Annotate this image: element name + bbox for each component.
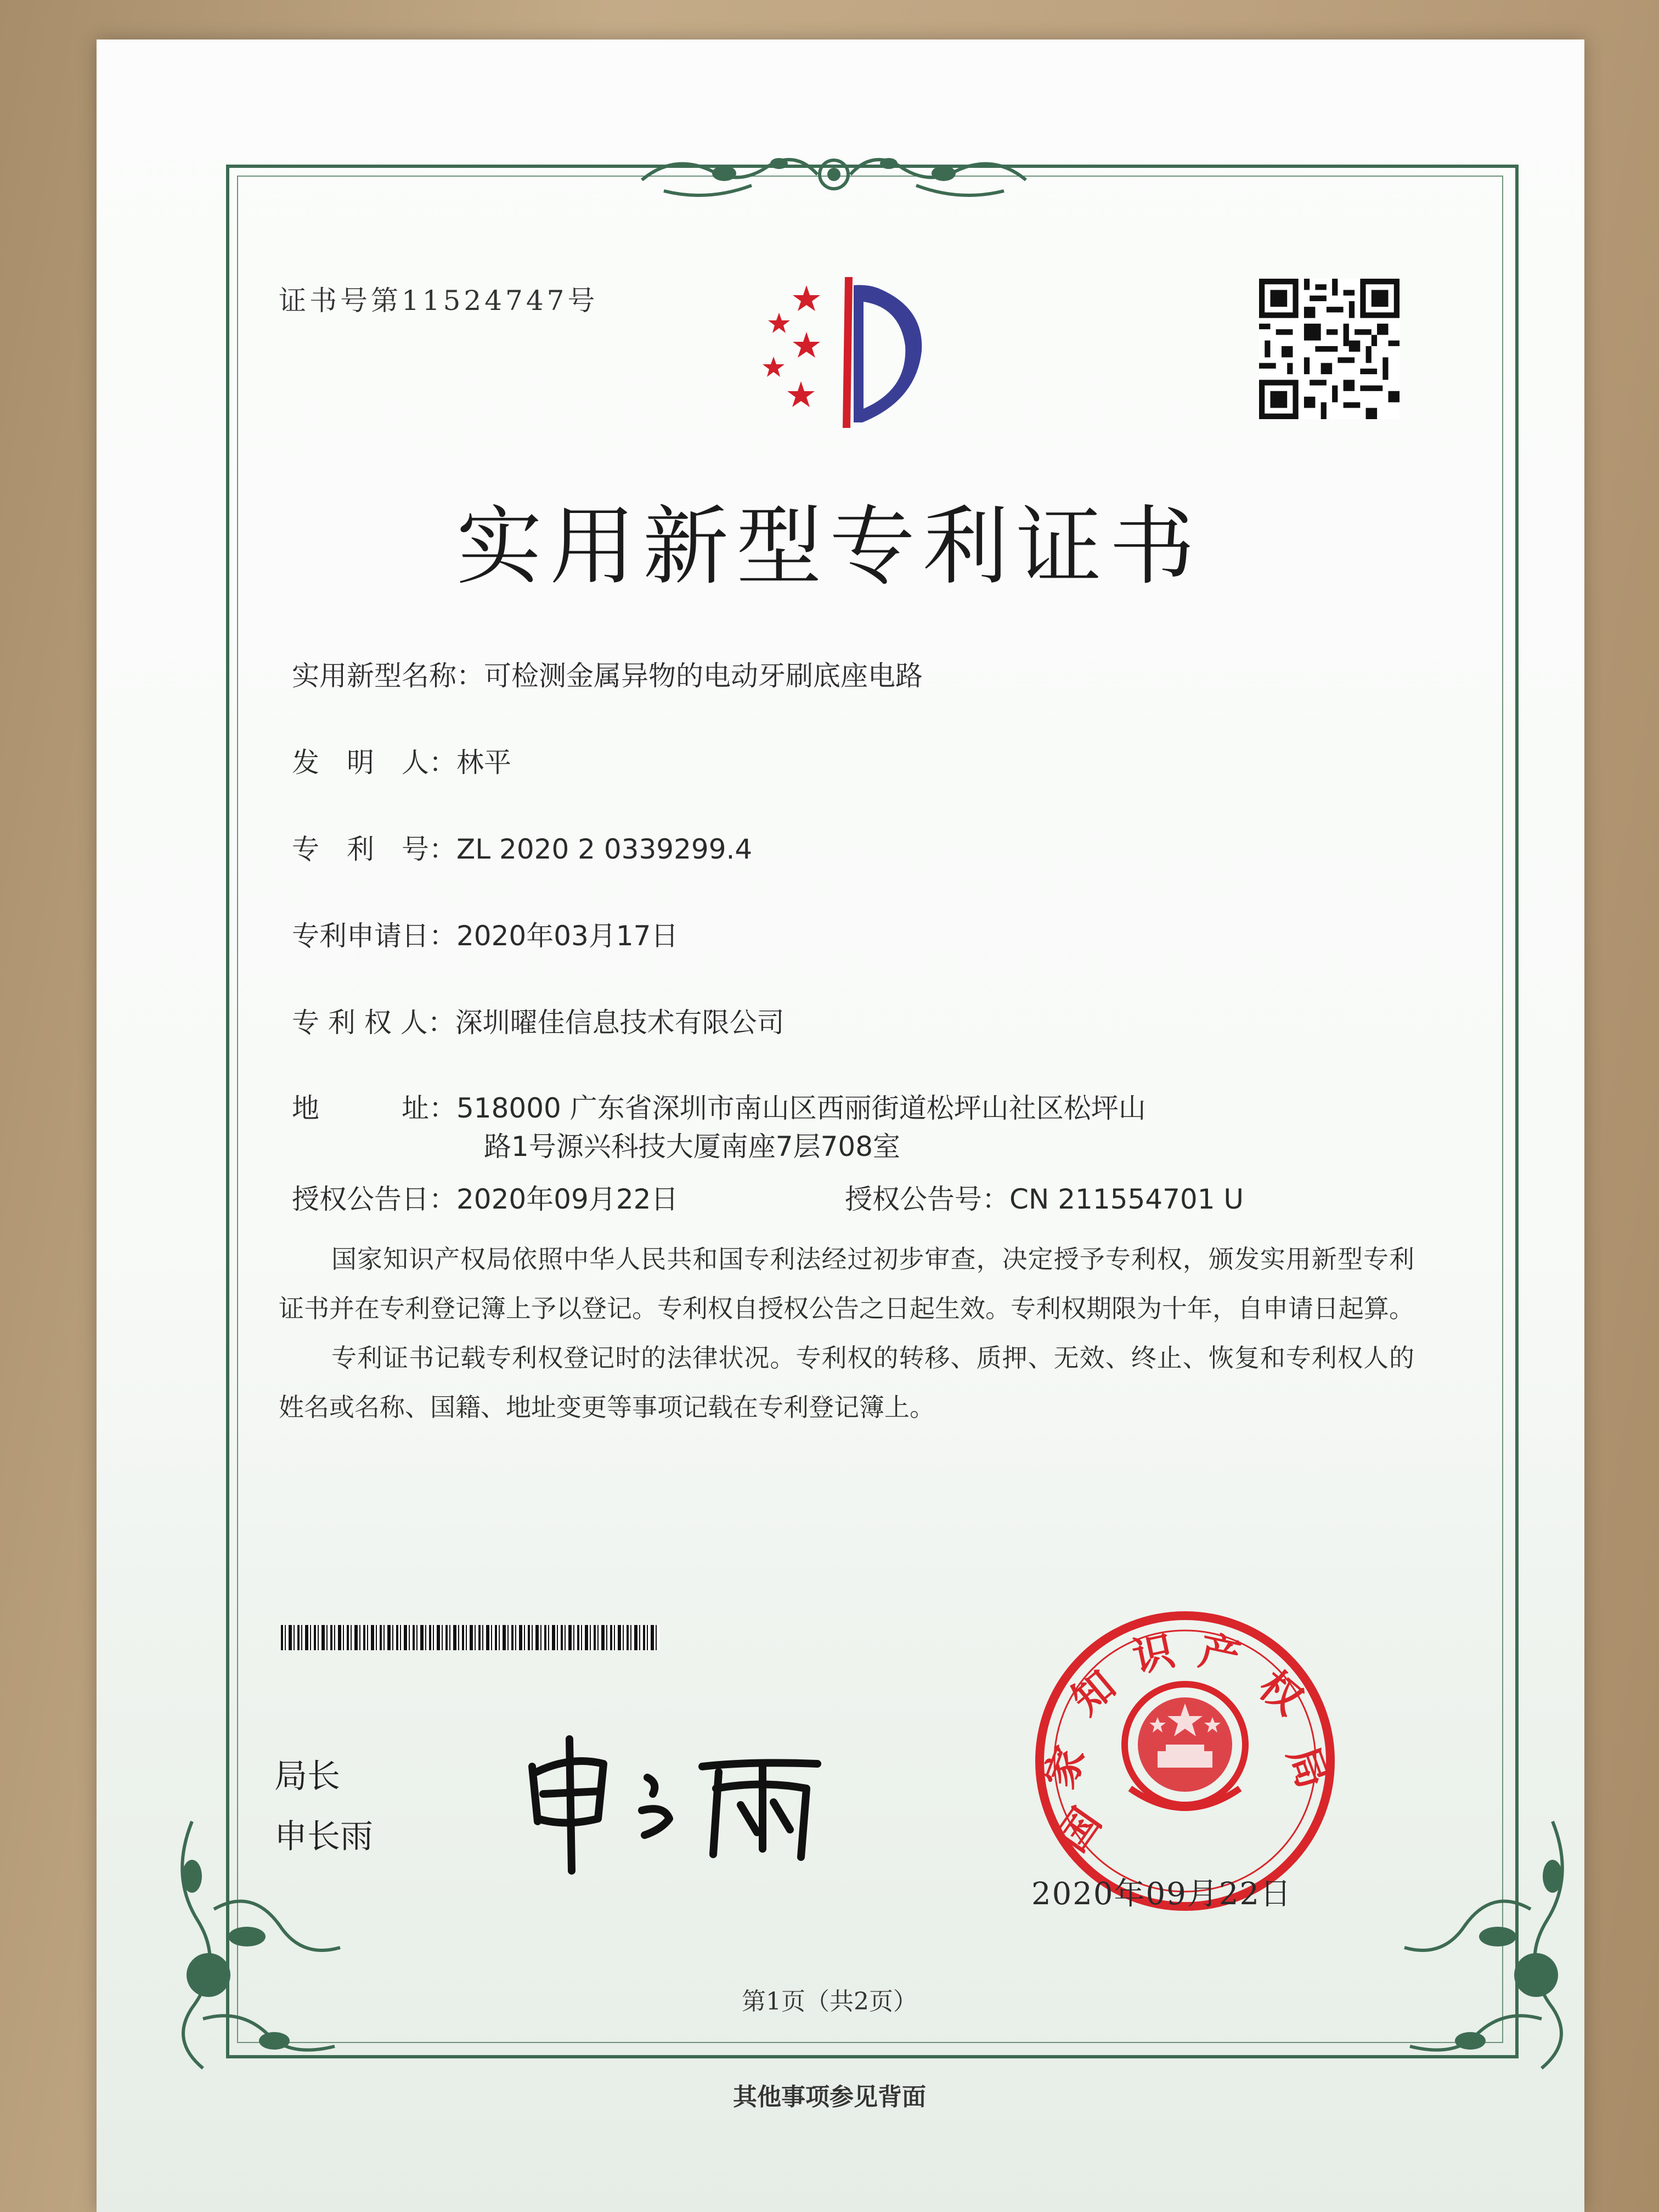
page-number: 第1页（共2页） (742, 1988, 917, 2016)
director-name: 申长雨 (274, 1818, 373, 1856)
patent-office-logo-icon (735, 263, 955, 439)
svg-text:识: 识 (1128, 1627, 1178, 1682)
filing-date-label: 专利申请日： (292, 920, 456, 952)
patent-number-row (292, 827, 752, 867)
filing-date-value: 2020年03月17日 (456, 920, 679, 952)
body-paragraph-1: 国家知识产权局依照中华人民共和国专利法经过初步审查，决定授予专利权，颁发实用新型专利证书并在专利登记簿上予以登记。专利权自授权公告之日起生效。专利权期限为十年，自申请日起算。 (279, 1244, 1414, 1323)
grant-number-value: CN 211554701 U (1009, 1183, 1244, 1215)
certificate-number: 证书号第11524747号 (279, 285, 599, 317)
top-ornament (631, 142, 1037, 207)
director-title: 局长 (274, 1757, 340, 1796)
seal-date: 2020年09月22日 (1031, 1876, 1293, 1912)
patent-number-value: ZL 2020 2 0339299.4 (456, 833, 753, 865)
address-row (292, 1086, 1146, 1126)
patent-number-label: 专 利 号： (292, 833, 456, 865)
patentee-label: 专 利 权 人： (292, 1007, 455, 1039)
qr-code-icon (1259, 279, 1400, 419)
svg-text:家: 家 (1036, 1740, 1094, 1795)
utility-model-name-row (292, 654, 923, 693)
certificate-body (279, 1234, 1414, 1432)
handwritten-signature (521, 1717, 861, 1882)
grant-date-label: 授权公告日： (292, 1183, 456, 1215)
official-seal-icon (1031, 1607, 1339, 1915)
grant-date-value: 2020年09月22日 (456, 1183, 679, 1215)
patentee-value: 深圳曜佳信息技术有限公司 (455, 1007, 785, 1039)
grant-number-row (845, 1177, 1244, 1217)
body-paragraph-2: 专利证书记载专利权登记时的法律状况。专利权的转移、质押、无效、终止、恢复和专利权人的姓名或名称、国籍、地址变更等事项记载在专利登记簿上。 (279, 1343, 1414, 1422)
grant-number-label: 授权公告号： (845, 1183, 1009, 1215)
barcode (281, 1625, 659, 1650)
filing-date-row (292, 914, 679, 953)
address-label: 地 址： (292, 1092, 456, 1124)
corner-ornament-right (1388, 1810, 1585, 2085)
patentee-row (292, 1001, 785, 1040)
utility-model-name-label: 实用新型名称： (292, 660, 484, 692)
svg-text:权: 权 (1250, 1662, 1312, 1724)
inventor-label: 发 明 人： (292, 747, 456, 778)
certificate-title: 实用新型专利证书 (456, 496, 1203, 596)
svg-text:产: 产 (1195, 1627, 1245, 1682)
svg-text:知: 知 (1063, 1662, 1125, 1724)
svg-text:国: 国 (1048, 1799, 1110, 1860)
inventor-row (292, 741, 511, 780)
grant-date-row (292, 1177, 679, 1217)
back-side-note: 其他事项参见背面 (733, 2083, 926, 2111)
address-line-1: 518000 广东省深圳市南山区西丽街道松坪山社区松坪山 (456, 1092, 1146, 1124)
svg-text:局: 局 (1278, 1740, 1337, 1795)
inventor-value: 林平 (456, 747, 511, 778)
address-line-2: 路1号源兴科技大厦南座7层708室 (484, 1131, 901, 1163)
utility-model-name-value: 可检测金属异物的电动牙刷底座电路 (484, 660, 923, 692)
